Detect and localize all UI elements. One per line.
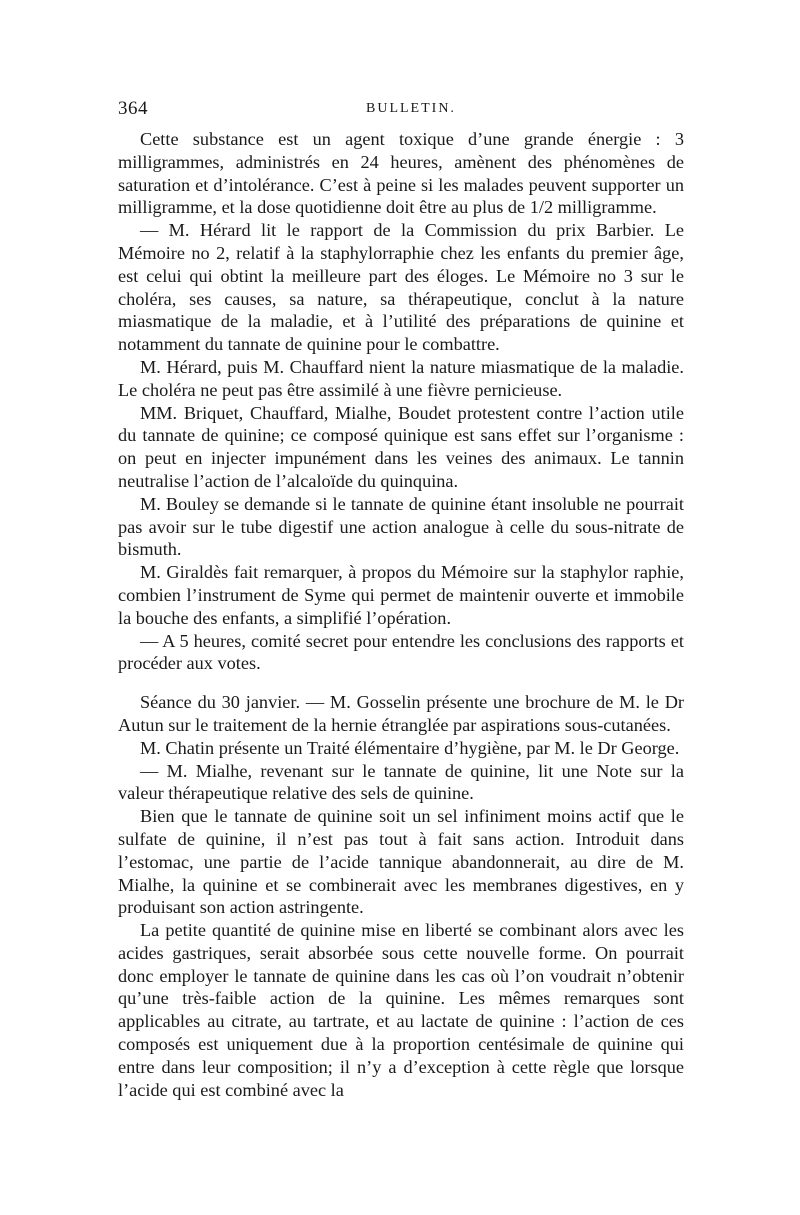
page-header: [118, 92, 684, 122]
paragraph: M. Hérard, puis M. Chauffard nient la nature miasmatique de la maladie. Le choléra ne peut pas être assimilé à une fièvre pernicieuse.: [118, 356, 684, 400]
paragraph-session-heading: Séance du 30 janvier. — M. Gosselin présente une brochure de M. le Dr Autun sur le traitement de la hernie étranglée par aspirations sous-cutanées.: [118, 692, 684, 735]
paragraph: Cette substance est un agent toxique d’une grande énergie : 3 milligrammes, administrés en 24 heures, amènent des phénomènes de saturation et d’intolérance. C’est à peine si les malades peuvent supporter un milligramme, et la dose quotidienne doit être au plus de 1/2 milligramme.: [118, 129, 684, 218]
paragraph: — M. Mialhe, revenant sur le tannate de quinine, lit une Note sur la valeur thérapeutique relative des sels de quinine.: [118, 760, 684, 804]
body-text: [118, 128, 684, 1101]
page-number: 364: [118, 98, 148, 119]
paragraph: M. Giraldès fait remarquer, à propos du Mémoire sur la staphylor raphie, combien l’instrument de Syme qui permet de maintenir ouverte et immobile la bouche des enfants, a simplifié l’opération.: [118, 562, 684, 628]
paragraph: M. Chatin présente un Traité élémentaire d’hygiène, par M. le Dr George.: [140, 737, 680, 758]
paragraph: La petite quantité de quinine mise en liberté se combinant alors avec les acides gastriques, serait absorbée sous cette nouvelle forme. On pourrait donc employer le tannate de quinine dans les cas où l’on voudrait n’obtenir qu’une très-faible action de la quinine. Les mêmes remarques sont applicables au citrate, au tartrate, et au lactate de quinine : l’action de ces composés est uniquement due à la proportion centésimale de quinine qui entre dans leur composition; il n’y a d’exception à cette règle que lorsque l’acide qui est combiné avec la: [118, 920, 684, 1100]
paragraph: — A 5 heures, comité secret pour entendre les conclusions des rapports et procéder aux votes.: [118, 630, 684, 674]
running-head: BULLETIN.: [366, 101, 456, 116]
paragraph: MM. Briquet, Chauffard, Mialhe, Boudet protestent contre l’action utile du tannate de quinine; ce composé quinique est sans effet sur l’organisme : on peut en injecter impunément dans les veines des animaux. Le tannin neutralise l’action de l’alcaloïde du quinquina.: [118, 402, 684, 491]
paragraph: Bien que le tannate de quinine soit un sel infiniment moins actif que le sulfate de quinine, il n’est pas tout à fait sans action. Introduit dans l’estomac, une partie de l’acide tannique abandonnerait, au dire de M. Mialhe, la quinine et se combinerait avec les membranes digestives, en y produisant son action astringente.: [118, 806, 684, 918]
paragraph: — M. Hérard lit le rapport de la Commission du prix Barbier. Le Mémoire no 2, relatif à la staphylorraphie chez les enfants du premier âge, est celui qui obtint la meilleure part des éloges. Le Mémoire no 3 sur le choléra, ses causes, sa nature, sa thérapeutique, conclut à la nature miasmatique de la maladie, et à l’utilité des préparations de quinine et notamment du tannate de quinine pour le combattre.: [118, 220, 684, 355]
paragraph: M. Bouley se demande si le tannate de quinine étant insoluble ne pourrait pas avoir sur le tube digestif une action analogue à celle du sous-nitrate de bismuth.: [118, 493, 684, 560]
